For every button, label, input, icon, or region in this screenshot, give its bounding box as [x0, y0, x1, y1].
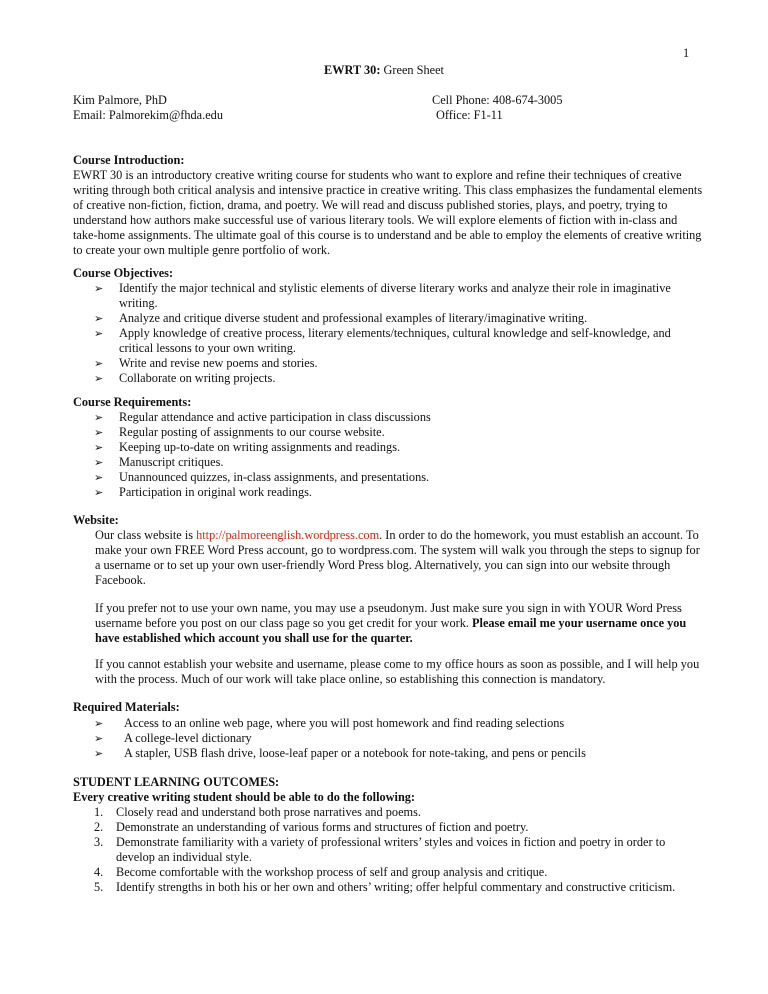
title-rest: Green Sheet: [380, 63, 444, 77]
list-item: ➢ Regular attendance and active participation in class discussions: [94, 410, 714, 425]
requirements-heading: Course Requirements:: [73, 395, 192, 409]
course-website-link[interactable]: http://palmoreenglish.wordpress.com: [196, 528, 380, 542]
item-text: Demonstrate familiarity with a variety of professional writers’ styles and voices in fiction and poetry in order to develop an individual style.: [116, 835, 666, 864]
outcomes-subheading: Every creative writing student should be able to do the following:: [73, 790, 416, 804]
website-paragraph-2: [95, 601, 701, 646]
item-number: 1.: [94, 805, 104, 819]
list-item: ➢ Analyze and critique diverse student and professional examples of literary/imaginative writing.: [94, 311, 694, 326]
website-p2-bold: Please email me your username once you have established which account you shall use for the quarter.: [95, 616, 687, 645]
list-item: [94, 865, 704, 880]
instructor-phone: Cell Phone: 408-674-3005: [432, 93, 563, 107]
requirements-list: [94, 410, 714, 500]
website-p1-after: . In order to do the homework, you must establish an account. To make your own FREE Word Press account, go to wordpress.com. The system will walk you through the steps to signup for a username or to set up your own user-friendly Word Press blog. Alternatively, you can sign into our website through Facebook.: [95, 528, 700, 587]
list-item: ➢ Write and revise new poems and stories.: [94, 356, 694, 371]
item-text: Demonstrate an understanding of various forms and structures of fiction and poetry.: [116, 820, 529, 834]
objectives-heading: Course Objectives:: [73, 266, 174, 280]
instructor-name: Kim Palmore, PhD: [73, 93, 167, 107]
list-item: ➢ A stapler, USB flash drive, loose-leaf paper or a notebook for note-taking, and pens or pencils: [94, 746, 714, 761]
item-text: Become comfortable with the workshop process of self and group analysis and critique.: [116, 865, 548, 879]
list-item: [94, 880, 704, 895]
intro-text: EWRT 30 is an introductory creative writing course for students who want to explore and refine their techniques of creative writing through both critical analysis and intensive practice in creative writing. This class emphasizes the fundamental elements of creative non-fiction, fiction, drama, and poetry. We will read and discuss published stories, plays, and poetry, trying to understand how authors make successful use of various literary tools. We will explore elements of fiction with in-class and take-home assignments. The ultimate goal of this course is to understand and be able to employ the elements of creative writing to create your own multiple genre portfolio of work.: [73, 168, 703, 257]
list-item: ➢ Apply knowledge of creative process, literary elements/techniques, cultural knowledge and self-knowledge, and critical lessons to your own writing.: [94, 326, 694, 356]
list-item: ➢ Identify the major technical and stylistic elements of diverse literary works and analyze their role in imaginative writing.: [94, 281, 694, 311]
list-item: ➢ Keeping up-to-date on writing assignments and readings.: [94, 440, 714, 455]
title-course: EWRT 30:: [324, 63, 381, 77]
website-paragraph-1: [95, 528, 701, 588]
item-number: 4.: [94, 865, 104, 879]
list-item: [94, 835, 704, 865]
outcomes-list: [94, 805, 704, 895]
website-paragraph-3: If you cannot establish your website and username, please come to my office hours as soon as possible, and I will help you with the process. Much of our work will take place online, so establishing this connection is mandatory.: [95, 657, 700, 686]
list-item: ➢ A college-level dictionary: [94, 731, 714, 746]
item-number: 2.: [94, 820, 104, 834]
item-number: 3.: [94, 835, 104, 849]
list-item: ➢ Manuscript critiques.: [94, 455, 714, 470]
list-item: ➢ Participation in original work readings.: [94, 485, 714, 500]
page-number: 1: [683, 46, 690, 60]
website-p2-normal: If you prefer not to use your own name, you may use a pseudonym. Just make sure you sign in with YOUR Word Press username before you post on our class page so you get credit for your work.: [95, 601, 682, 630]
item-text: Closely read and understand both prose narratives and poems.: [116, 805, 421, 819]
outcomes-heading: STUDENT LEARNING OUTCOMES:: [73, 775, 280, 789]
instructor-office: Office: F1-11: [436, 108, 503, 122]
website-p1-before: Our class website is: [95, 528, 197, 542]
objectives-list: [94, 281, 694, 386]
list-item: ➢ Regular posting of assignments to our course website.: [94, 425, 714, 440]
instructor-email: Email: Palmorekim@fhda.edu: [73, 108, 223, 122]
materials-heading: Required Materials:: [73, 700, 180, 714]
list-item: [94, 805, 704, 820]
intro-heading: Course Introduction:: [73, 153, 185, 167]
list-item: ➢ Unannounced quizzes, in-class assignments, and presentations.: [94, 470, 714, 485]
materials-list: [94, 716, 714, 761]
document-title: [0, 63, 768, 78]
item-number: 5.: [94, 880, 104, 894]
list-item: [94, 820, 704, 835]
website-heading: Website:: [73, 513, 119, 527]
list-item: ➢ Collaborate on writing projects.: [94, 371, 694, 386]
list-item: ➢ Access to an online web page, where you will post homework and find reading selections: [94, 716, 714, 731]
item-text: Identify strengths in both his or her own and others’ writing; offer helpful commentary and constructive criticism.: [116, 880, 676, 894]
